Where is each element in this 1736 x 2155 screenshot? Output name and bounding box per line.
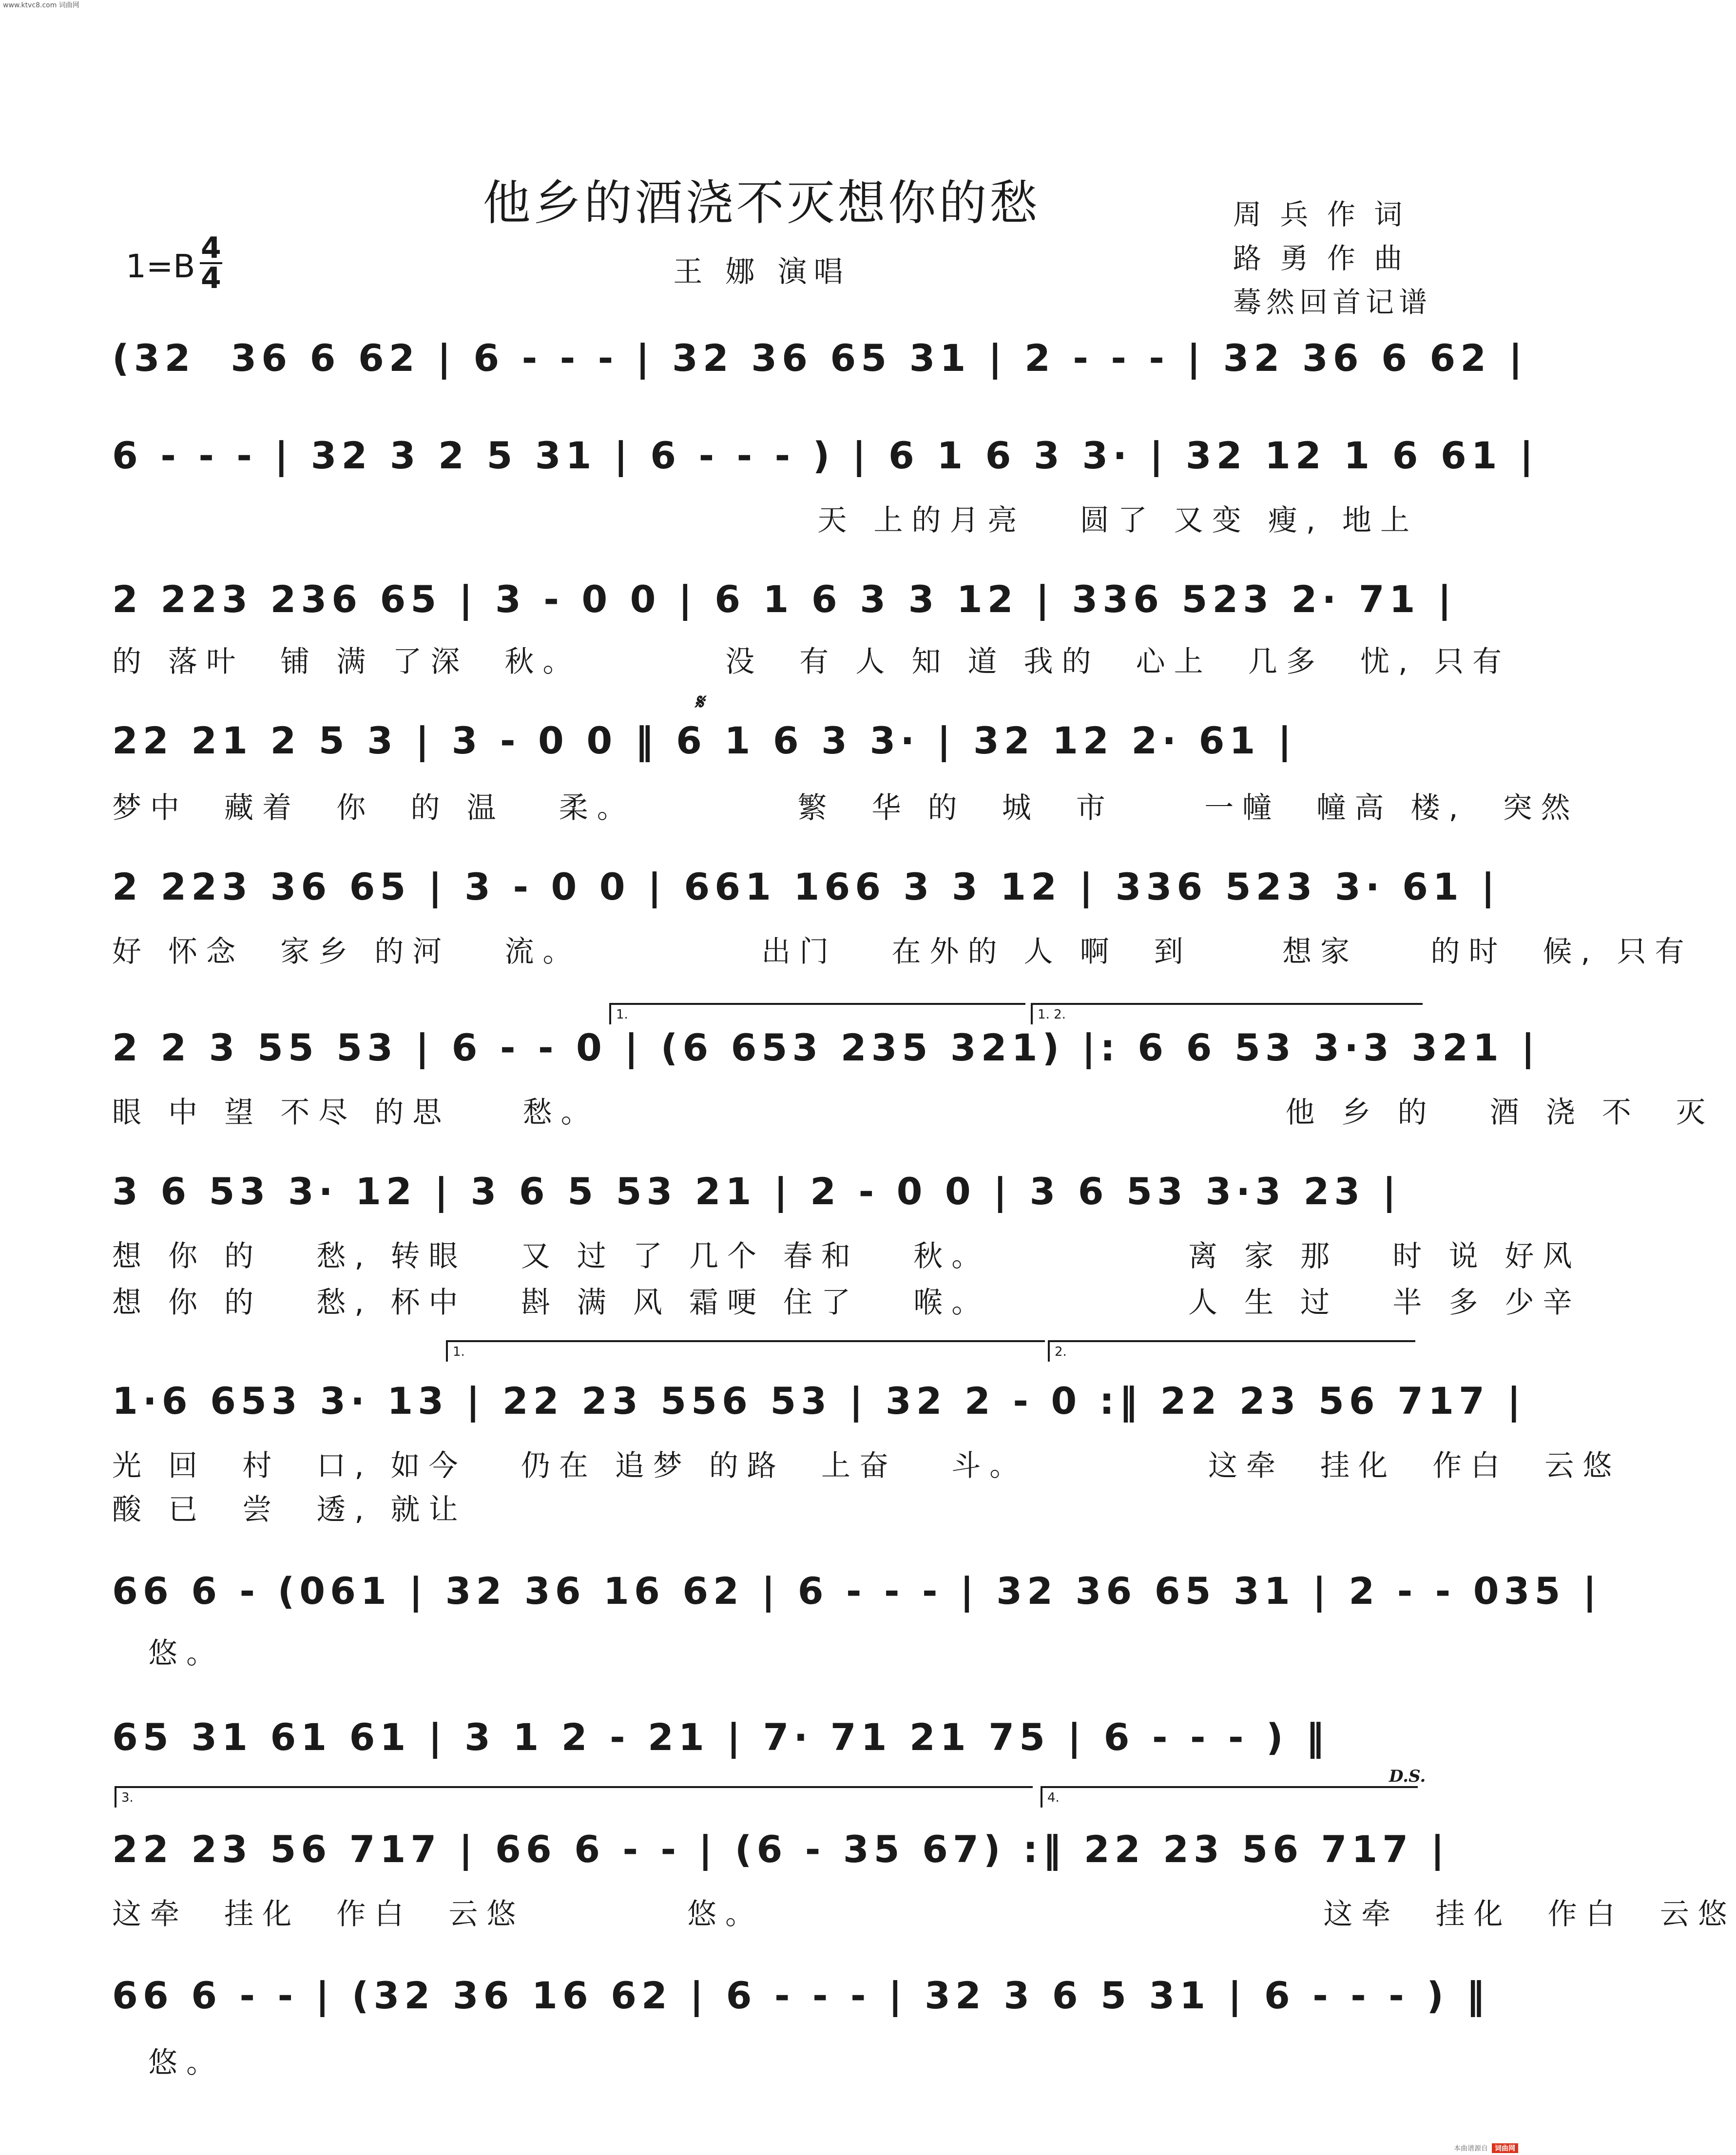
staff-row-5 — [112, 865, 1500, 938]
lyric-line: 这牵 挂化 作白 云悠 悠。 这牵 挂化 作白 云悠 — [112, 1897, 1736, 1931]
notation-line: 65 31 61 61 | 3 1 2 - 21 | 7· 71 21 75 | 6 - - - ) ‖ — [112, 1715, 1330, 1759]
notation-line: 2 223 36 65 | 3 - 0 0 | 661 166 3 3 12 | 336 523 3· 61 | — [112, 865, 1500, 908]
lyric-line: 眼 中 望 不尽 的思 愁。 他 乡 的 酒 浇 不 灭 — [112, 1096, 1714, 1130]
site-header-url: www.ktvc8.com 词曲网 — [3, 1, 79, 9]
staff-row-4 — [112, 719, 1418, 792]
staff-row-12 — [112, 1974, 1490, 2047]
transcriber-credit: 蓦然回首记谱 — [1233, 286, 1432, 319]
site-footer — [1454, 2143, 1518, 2153]
notation-line: (32 36 6 62 | 6 - - - | 32 36 65 31 | 2 - - - | 32 36 6 62 | — [112, 336, 1527, 380]
notation-line: 3 6 53 3· 12 | 3 6 5 53 21 | 2 - 0 0 | 3 6 53 3·3 23 | — [112, 1170, 1401, 1213]
lyric-line: 想 你 的 愁, 转眼 又 过 了 几个 春和 秋。 离 家 那 时 说 好风 — [112, 1239, 1581, 1273]
volta-bracket-1b: 1. — [446, 1340, 1045, 1362]
staff-row-1 — [112, 336, 1527, 409]
volta-bracket-2: 2. — [1048, 1340, 1415, 1362]
staff-row-2 — [112, 434, 1538, 507]
staff-row-8 — [112, 1379, 1526, 1452]
lyric-line: 酸 已 尝 透, 就让 — [112, 1493, 467, 1527]
lyric-line: 天 上的月亮 圆了 又变 瘦, 地上 — [817, 503, 1418, 538]
time-signature-bottom: 4 — [201, 261, 221, 295]
singer-credit: 王 娜 演唱 — [673, 255, 850, 289]
volta-bracket-3: 3. — [115, 1786, 1033, 1808]
key-signature: 1=B — [126, 248, 195, 285]
notation-line: 6 - - - | 32 3 2 5 31 | 6 - - - ) | 6 1 6 3 3· | 32 12 1 6 61 | — [112, 434, 1538, 477]
lyric-line: 想 你 的 愁, 杯中 斟 满 风 霜哽 住了 喉。 人 生 过 半 多 少辛 — [112, 1286, 1581, 1320]
footer-logo: 词曲网 — [1492, 2143, 1518, 2153]
lyric-line: 悠。 — [112, 1636, 225, 1671]
staff-row-10 — [112, 1715, 1418, 1789]
segno-sign: 𝄋 — [694, 690, 704, 714]
lyric-line: 悠。 — [112, 2046, 225, 2080]
staff-row-6 — [112, 1026, 1540, 1099]
volta-bracket-1-2: 1. 2. — [1031, 1003, 1423, 1024]
lyric-line: 光 回 村 口, 如今 仍在 追梦 的路 上奋 斗。 这牵 挂化 作白 云悠 — [112, 1449, 1621, 1483]
notation-line: 2 2 3 55 53 | 6 - - 0 | (6 653 235 321) |: 6 6 53 3·3 321 | — [112, 1026, 1540, 1069]
lyric-line: 的 落叶 铺 满 了深 秋。 没 有 人 知 道 我的 心上 几多 忧, 只有 — [112, 645, 1511, 679]
dal-segno-mark: D.S. — [1389, 1767, 1426, 1786]
notation-line: 66 6 - (061 | 32 36 16 62 | 6 - - - | 32 36 65 31 | 2 - - 035 | — [112, 1569, 1601, 1613]
notation-line: 66 6 - - | (32 36 16 62 | 6 - - - | 32 3 6 5 31 | 6 - - - ) ‖ — [112, 1974, 1490, 2017]
notation-line: 1·6 653 3· 13 | 22 23 556 53 | 32 2 - 0 :‖ 22 23 56 717 | — [112, 1379, 1526, 1423]
composer-credit: 路 勇 作 曲 — [1233, 242, 1408, 275]
notation-line: 22 21 2 5 3 | 3 - 0 0 ‖ 6 1 6 3 3· | 32 12 2· 61 | — [112, 719, 1296, 762]
lyricist-credit: 周 兵 作 词 — [1233, 198, 1408, 231]
footer-text: 本曲谱源自 — [1454, 2145, 1488, 2153]
staff-row-7 — [112, 1170, 1418, 1243]
notation-line: 22 23 56 717 | 66 6 - - | (6 - 35 67) :‖ 22 23 56 717 | — [112, 1828, 1449, 1871]
notation-line: 2 223 236 65 | 3 - 0 0 | 6 1 6 3 3 12 | 336 523 2· 71 | — [112, 577, 1456, 621]
staff-row-11 — [112, 1828, 1449, 1901]
volta-bracket-1: 1. — [609, 1003, 1025, 1024]
lyric-line: 好 怀念 家乡 的河 流。 出门 在外的 人 啊 到 想家 的时 候, 只有 — [112, 935, 1693, 969]
volta-bracket-4: 4. — [1041, 1786, 1418, 1808]
time-signature-top: 4 — [201, 231, 221, 265]
song-title: 他乡的酒浇不灭想你的愁 — [482, 175, 1041, 231]
lyric-line: 梦中 藏着 你 的 温 柔。 繁 华 的 城 市 一幢 幢高 楼, 突然 — [112, 791, 1579, 825]
